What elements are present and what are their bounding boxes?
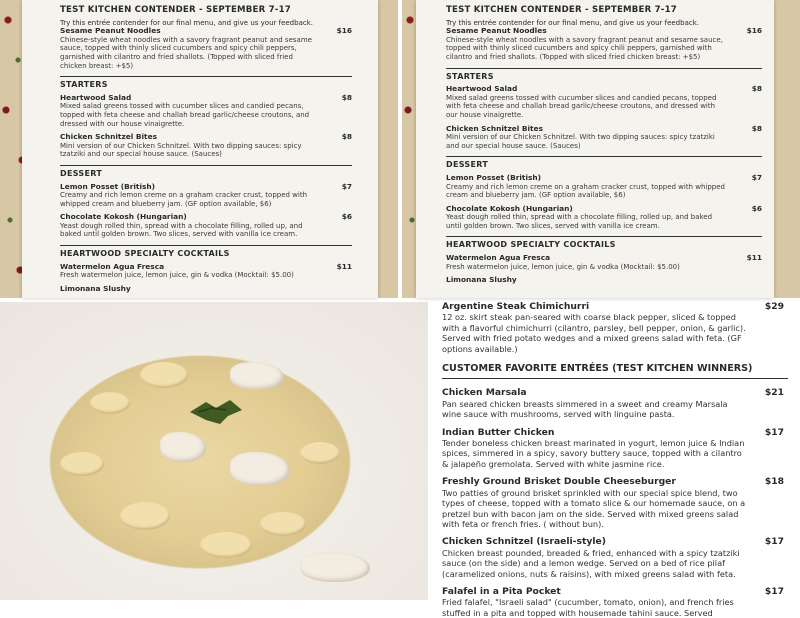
- item-price: $8: [341, 92, 352, 102]
- item-name: Sesame Peanut Noodles: [446, 26, 547, 36]
- item-name: Chocolate Kokosh (Hungarian): [446, 203, 573, 213]
- menu-item: [442, 388, 788, 419]
- item-name: Chicken Marsala: [442, 387, 527, 399]
- menu-item: [446, 174, 762, 200]
- item-name: Argentine Steak Chimichurri: [442, 301, 590, 312]
- menu-item: [442, 477, 788, 529]
- menu-item: [442, 428, 788, 470]
- item-price: $6: [751, 203, 762, 213]
- chicken-piece: [230, 452, 290, 486]
- menu-photo-left: [0, 0, 398, 298]
- menu-item: [60, 263, 352, 280]
- item-price: $17: [764, 536, 784, 548]
- spaetzle-piece: [260, 512, 306, 536]
- item-name: Limonana Slushy: [60, 283, 131, 293]
- spaetzle-piece: [300, 442, 340, 464]
- item-name: Chicken Schnitzel (Israeli-style): [442, 536, 606, 548]
- item-desc: Creamy and rich lemon creme on a graham cracker crust, topped with whipped cream and blueberry jam. (GF option available, $6): [60, 191, 308, 208]
- item-desc: 12 oz. skirt steak pan-seared with coarse black pepper, sliced & topped with a flavorful chimichurri (cilantro, parsley, bell pepper, onion, & garlic). Served with fried potato wedges and a mixed greens salad with feta. (GF options available.): [442, 312, 746, 354]
- item-price: $17: [764, 585, 784, 597]
- item-name: Chicken Schnitzel Bites: [446, 123, 543, 133]
- item-name: Heartwood Salad: [60, 92, 132, 102]
- menu-sheet: [22, 0, 378, 298]
- menu-item: [442, 302, 788, 354]
- item-desc: Chicken breast pounded, breaded & fried, enhanced with a spicy tzatziki sauce (on the side) and a lemon wedge. Served on a bed of rice pilaf (caramelized onions, nuts & raisins), with mixed greens salad with feta.: [442, 547, 740, 579]
- section-title: HEARTWOOD SPECIALTY COCKTAILS: [446, 236, 762, 250]
- item-name: Indian Butter Chicken: [442, 426, 555, 438]
- menu-intro: Try this entrée contender for our final menu, and give us your feedback.: [446, 18, 699, 27]
- spaetzle-piece: [90, 392, 130, 414]
- menu-item: [446, 276, 762, 285]
- item-price: $8: [751, 84, 762, 94]
- item-price: $17: [764, 426, 784, 438]
- item-price: $7: [341, 181, 352, 191]
- section-title: DESSERT: [446, 156, 762, 170]
- menu-photo-right: [402, 0, 800, 298]
- item-desc: Fried falafel, "Israeli salad" (cucumber, tomato, onion), and french fries stuffed in a pita and topped with housemade tahini sauce. Served: [442, 597, 734, 618]
- menu-item: [60, 183, 352, 209]
- menu-sheet: [416, 0, 774, 298]
- menu-item: [446, 85, 762, 119]
- menu-item: [60, 27, 352, 70]
- item-price: $21: [764, 387, 784, 399]
- menu-item: [60, 285, 352, 294]
- spaetzle-piece: [60, 452, 104, 476]
- item-desc: Mini version of our Chicken Schnitzel. With two dipping sauces: spicy tzatziki and our special house sauce. (Sauces): [60, 141, 302, 159]
- section-title: STARTERS: [446, 68, 762, 82]
- menu-item: [442, 537, 788, 579]
- item-price: $18: [764, 476, 784, 488]
- food-photo: [0, 302, 428, 600]
- chicken-piece: [230, 362, 284, 390]
- chicken-piece: [300, 552, 370, 582]
- item-desc: Tender boneless chicken breast marinated in yogurt, lemon juice & Indian spices, simmered in a spicy, savory buttery sauce, topped with a cilantro & jalapeño gremolata. Served with white jasmine rice.: [442, 438, 745, 469]
- item-price: $6: [341, 212, 352, 222]
- item-price: $16: [746, 26, 762, 36]
- item-price: $16: [336, 26, 352, 36]
- spaetzle-piece: [200, 532, 252, 558]
- spaetzle-piece: [120, 502, 170, 530]
- spaetzle-piece: [140, 362, 188, 388]
- chicken-piece: [160, 432, 206, 462]
- item-name: Limonana Slushy: [446, 275, 517, 285]
- item-name: Freshly Ground Brisket Double Cheeseburger: [442, 476, 676, 488]
- item-price: $7: [751, 172, 762, 182]
- menu-item: [446, 205, 762, 231]
- entree-menu: [430, 301, 800, 618]
- section-title: HEARTWOOD SPECIALTY COCKTAILS: [60, 245, 352, 259]
- item-desc: Yeast dough rolled thin, spread with a chocolate filling, rolled up, and baked until golden brown. Two slices, served with vanilla ice cream.: [60, 221, 303, 239]
- menu-item: [442, 587, 788, 618]
- menu-item: [446, 27, 762, 61]
- menu-item: [60, 133, 352, 159]
- item-desc: Chinese-style wheat noodles with a savory fragrant peanut and sesame sauce, topped with thinly sliced cucumbers and spicy chili peppers, garnished with cilantro and fried shallots. (Topped with sliced fried chicken breast: +$5): [446, 35, 723, 61]
- item-price: $8: [751, 123, 762, 133]
- item-desc: Two patties of ground brisket sprinkled with our special spice blend, two types of cheese, topped with a tomato slice & our homemade sauce, on a pretzel bun with bacon jam on the side. Served with mixed greens salad with feta or french fries. ( without bun).: [442, 487, 746, 529]
- item-name: Falafel in a Pita Pocket: [442, 585, 561, 597]
- item-name: Watermelon Agua Fresca: [60, 261, 165, 271]
- item-desc: Creamy and rich lemon creme on a graham cracker crust, topped with whipped cream and blueberry jam. (GF option available, $6): [446, 182, 725, 200]
- item-desc: Chinese-style wheat noodles with a savory fragrant peanut and sesame sauce, topped with thinly sliced cucumbers and spicy chili peppers, garnished with cilantro and fried shallots. (Topped with sliced fried chicken breast: +$5): [60, 35, 312, 70]
- menu-item: [446, 125, 762, 151]
- item-name: Chocolate Kokosh (Hungarian): [60, 212, 187, 222]
- item-name: Lemon Posset (British): [446, 172, 542, 182]
- menu-header: TEST KITCHEN CONTENDER - SEPTEMBER 7-17: [446, 5, 677, 15]
- item-name: Lemon Posset (British): [60, 181, 156, 191]
- item-desc: Pan seared chicken breasts simmered in a sweet and creamy Marsala wine sauce with mushrooms, served with linguine pasta.: [442, 398, 728, 420]
- menu-header: TEST KITCHEN CONTENDER - SEPTEMBER 7-17: [60, 5, 291, 15]
- item-desc: Mixed salad greens tossed with cucumber slices and candied pecans, topped with feta cheese and challah bread garlic/cheese croutons, and dressed with our house vinaigrette.: [446, 93, 717, 119]
- herb-garnish: [186, 394, 246, 430]
- section-title: STARTERS: [60, 76, 352, 90]
- section-title: DESSERT: [60, 165, 352, 179]
- menu-item: [60, 213, 352, 239]
- item-price: $8: [341, 132, 352, 142]
- item-price: $11: [336, 261, 352, 271]
- item-name: Watermelon Agua Fresca: [446, 253, 551, 263]
- item-price: $29: [764, 301, 784, 312]
- item-desc: Fresh watermelon juice, lemon juice, gin & vodka (Mocktail: $5.00): [446, 262, 680, 271]
- item-name: Chicken Schnitzel Bites: [60, 132, 157, 142]
- section-title: CUSTOMER FAVORITE ENTRÉES (TEST KITCHEN WINNERS): [442, 362, 788, 379]
- menu-item: [446, 254, 762, 271]
- item-desc: Mini version of our Chicken Schnitzel. With two dipping sauces: spicy tzatziki and our special house sauce. (Sauces): [446, 133, 715, 150]
- menu-item: [60, 94, 352, 128]
- item-desc: Yeast dough rolled thin, spread with a chocolate filling, rolled up, and baked until golden brown. Two slices, served with vanilla ice cream.: [446, 213, 713, 230]
- item-name: Sesame Peanut Noodles: [60, 26, 161, 36]
- menu-intro: Try this entrée contender for our final menu, and give us your feedback.: [60, 18, 313, 27]
- item-desc: Fresh watermelon juice, lemon juice, gin & vodka (Mocktail: $5.00): [60, 271, 294, 280]
- item-price: $11: [746, 253, 762, 263]
- item-name: Heartwood Salad: [446, 84, 518, 94]
- item-desc: Mixed salad greens tossed with cucumber slices and candied pecans, topped with feta cheese and challah bread garlic/cheese croutons, and dressed with our house vinaigrette.: [60, 102, 310, 128]
